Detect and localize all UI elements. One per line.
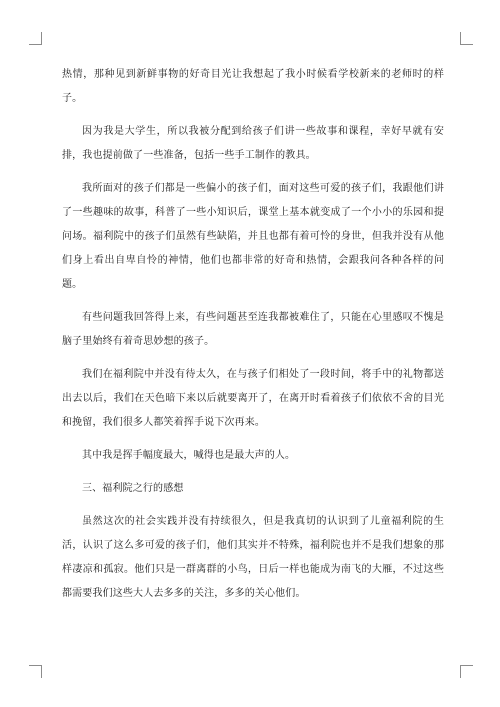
section-heading: 三、福利院之行的感想 bbox=[82, 483, 184, 494]
crop-mark-top-left bbox=[29, 32, 42, 45]
paragraph: 我们在福利院中并没有待太久，在与孩子们相处了一段时间，将手中的礼物都送出去以后，我们在天色暗下来以后就要离开了，在离开时看着孩子们依依不舍的目光和挽留，我们很多人都笑着挥手说下次再来。 bbox=[62, 369, 444, 428]
paragraph: 我所面对的孩子们都是一些偏小的孩子们，面对这些可爱的孩子们，我跟他们讲了一些趣味的故事，科普了一些小知识后，课堂上基本就变成了一个小小的乐园和提问场。福利院中的孩子们虽然有些缺陷，并且也都有着可怜的身世，但我并没有从他们身上看出自卑自怜的神情，他们也都非常的好奇和热情，会跟我问各种各样的问题。 bbox=[62, 183, 444, 290]
paragraph: 其中我是挥手幅度最大，喊得也是最大声的人。 bbox=[82, 450, 296, 461]
paragraph: 有些问题我回答得上来，有些问题甚至连我都被难住了，只能在心里感叹不愧是脑子里始终有着奇思妙想的孩子。 bbox=[62, 312, 444, 347]
paragraph: 热情，那种见到新鲜事物的好奇目光让我想起了我小时候看学校新来的老师时的样子。 bbox=[62, 69, 444, 104]
crop-mark-bottom-right bbox=[460, 665, 473, 678]
crop-mark-top-right bbox=[460, 32, 473, 45]
paragraph: 因为我是大学生，所以我被分配到给孩子们讲一些故事和课程，幸好早就有安排，我也提前做了一些准备，包括一些手工制作的教具。 bbox=[62, 126, 444, 161]
document-body bbox=[62, 63, 444, 615]
crop-mark-bottom-left bbox=[29, 665, 42, 678]
paragraph: 虽然这次的社会实践并没有持续很久，但是我真切的认识到了儿童福利院的生活，认识了这么多可爱的孩子们，他们其实并不特殊，福利院也并不是我们想象的那样凄凉和孤寂。他们只是一群离群的小鸟，日后一样也能成为南飞的大雁，不过这些都需要我们这些大人去多多的关注，多多的关心他们。 bbox=[62, 516, 444, 599]
